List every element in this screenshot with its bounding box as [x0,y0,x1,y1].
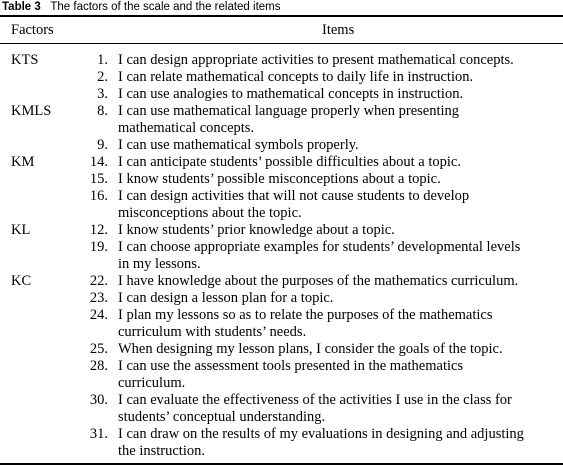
item-number: 28. [89,358,108,374]
column-header-factors: Factors [11,22,54,38]
item-number: 12. [89,222,108,238]
item-text: I can design appropriate activities to present mathematical concepts. [118,52,514,68]
item-number: 8. [97,103,108,119]
item-text: students’ conceptual understanding. [118,409,326,425]
item-number: 25. [89,341,108,357]
item-text: I can relate mathematical concepts to daily life in instruction. [118,69,474,85]
top-rule [0,15,563,17]
item-number: 14. [89,154,108,170]
factor-label: KMLS [11,103,52,119]
item-text: misconceptions about the topic. [118,205,302,221]
item-text: I can use analogies to mathematical concepts in instruction. [118,86,464,102]
factor-label: KTS [11,52,39,68]
item-number: 16. [89,188,108,204]
item-text: I can use the assessment tools presented in the mathematics [118,358,464,374]
item-number: 1. [97,52,108,68]
table-title: The factors of the scale and the related items [50,1,281,13]
factor-label: KM [11,154,35,170]
item-number: 31. [89,426,108,442]
item-text: curriculum. [118,375,186,391]
item-text: I plan my lessons so as to relate the purposes of the mathematics [118,307,493,323]
column-header-items: Items [322,22,355,38]
item-number: 22. [89,273,108,289]
item-text: I can use mathematical symbols properly. [118,137,359,153]
item-text: I can anticipate students’ possible difficulties about a topic. [118,154,461,170]
table-label: Table 3 [2,1,41,13]
bottom-rule [0,463,563,465]
item-text: I can design activities that will not cause students to develop [118,188,470,204]
header-rule [0,43,563,44]
item-text: I have knowledge about the purposes of the mathematics curriculum. [118,273,519,289]
item-number: 24. [89,307,108,323]
item-text: I can choose appropriate examples for students’ developmental levels [118,239,521,255]
item-number: 15. [89,171,108,187]
item-number: 3. [97,86,108,102]
item-number: 9. [97,137,108,153]
item-text: I can design a lesson plan for a topic. [118,290,334,306]
item-text: mathematical concepts. [118,120,255,136]
item-text: the instruction. [118,443,205,459]
item-text: in my lessons. [118,256,201,272]
factor-label: KL [11,222,31,238]
item-text: I can evaluate the effectiveness of the activities I use in the class for [118,392,512,408]
item-text: curriculum with students’ needs. [118,324,307,340]
table-caption [2,1,281,13]
item-text: I know students’ prior knowledge about a topic. [118,222,395,238]
item-number: 23. [89,290,108,306]
item-text: I can draw on the results of my evaluations in designing and adjusting [118,426,524,442]
item-text: I know students’ possible misconceptions about a topic. [118,171,441,187]
item-number: 2. [97,69,108,85]
factor-label: KC [11,273,32,289]
item-text: When designing my lesson plans, I consider the goals of the topic. [118,341,503,357]
item-text: I can use mathematical language properly when presenting [118,103,460,119]
item-number: 19. [89,239,108,255]
item-number: 30. [89,392,108,408]
